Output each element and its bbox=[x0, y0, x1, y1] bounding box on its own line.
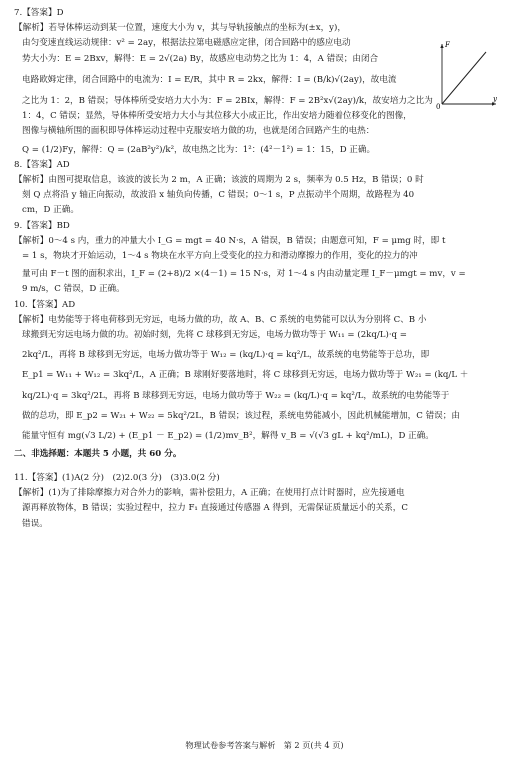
q7-analysis-line-2: 由匀变速直线运动规律：v² = 2ay，根据法拉第电磁感应定律，闭合回路中的感应电动 bbox=[22, 38, 351, 49]
q10-answer: 10.【答案】AD bbox=[14, 299, 76, 310]
q7-analysis-line-3: 势大小为：E = 2Bxv，解得：E = 2√(2a) By，故感应电动势之比为 1：4，A 错误；由闭合 bbox=[22, 53, 379, 64]
graph-origin-label: 0 bbox=[436, 103, 441, 110]
section-2-heading: 二、非选择题：本题共 5 小题，共 60 分。 bbox=[14, 449, 182, 460]
q7-answer: 7.【答案】D bbox=[14, 8, 64, 18]
q8-analysis-line-2: 刻 Q 点将沿 y 轴正向振动，故波沿 x 轴负向传播，C 错误；0～1 s，P 点振动半个周期，故路程为 40 bbox=[22, 190, 415, 201]
question-9 bbox=[8, 219, 522, 298]
q7-analysis-line-7: 图像与横轴所围的面积即导体棒运动过程中克服安培力做的功，也就是闭合回路产生的电热： bbox=[22, 126, 375, 137]
graph-line bbox=[442, 52, 486, 104]
q9-analysis-line-3: 量可由 F－t 图的面积求出，I_F = (2+8)/2 ×(4－1) = 15 N·s，对 1～4 s 内由动量定理 I_F－μmgt = mv，v = bbox=[22, 269, 466, 280]
q10-analysis-line-4: E_p1 = W₁₁ + W₁₂ = 3kq²/L，A 正确；B 球刚好要落地时，将 C 球移到无穷远，电场力做功等于 W₂₁ = (kq/L ＋ bbox=[22, 370, 469, 381]
q10-analysis-line-5: kq/2L)·q = 3kq²/2L，再将 B 球移到无穷远，电场力做功等于 W₂₂ = (kq/L)·q = kq²/L，故系统的电势能等于 bbox=[22, 390, 450, 401]
q8-answer: 8.【答案】AD bbox=[14, 159, 70, 170]
q7-analysis-line-6: 1：4，C 错误；显然，导体棒所受安培力大小与其位移大小成正比，作出安培力随着位移变化的图像， bbox=[22, 111, 412, 122]
q8-analysis-line-3: cm，D 正确。 bbox=[22, 205, 79, 216]
q11-analysis-line-1: 【解析】(1)为了排除摩擦力对合外力的影响，需补偿阻力，A 正确；在使用打点计时器时，应先接通电 bbox=[14, 488, 405, 499]
force-displacement-graph bbox=[434, 38, 500, 110]
q10-analysis-line-1: 【解析】电势能等于将电荷移到无穷远，电场力做的功，故 A、B、C 系统的电势能可以认为分别将 C、B 小 bbox=[14, 314, 427, 325]
question-8 bbox=[8, 158, 522, 219]
q11-answer: 11.【答案】(1)A(2 分) (2)2.0(3 分) (3)3.0(2 分) bbox=[14, 473, 220, 484]
q9-analysis-line-2: = 1 s，物块才开始运动，1～4 s 物块在水平方向上受变化的拉力和滑动摩擦力的作用，变化的拉力的冲 bbox=[22, 251, 418, 262]
q10-analysis-line-3: 2kq²/L，再将 B 球移到无穷远，电场力做功等于 W₁₂ = (kq/L)·q = kq²/L，故系统的电势能等于总功，即 bbox=[22, 350, 430, 361]
q8-analysis-line-1: 【解析】由图可提取信息，该波的波长为 2 m，A 正确；该波的周期为 2 s，频率为 0.5 Hz，B 错误；0 时 bbox=[14, 175, 424, 186]
q7-analysis-line-4: 电路欧姆定律，闭合回路中的电流为：I = E/R，其中 R = 2kx，解得：I = (B/k)√(2ay)，故电流 bbox=[22, 74, 397, 85]
q7-analysis-line-1: 【解析】若导体棒运动到某一位置，速度大小为 v，其与导轨接触点的坐标为(±x，y)， bbox=[14, 23, 346, 34]
q9-answer: 9.【答案】BD bbox=[14, 220, 70, 231]
q9-analysis-line-4: 9 m/s，C 错误，D 正确。 bbox=[22, 284, 125, 295]
q10-analysis-line-6: 做的总功，即 E_p2 = W₂₁ + W₂₂ = 5kq²/2L，B 错误；该过程，系统电势能减小，因此机械能增加，C 错误；由 bbox=[22, 410, 460, 421]
question-10 bbox=[8, 298, 522, 445]
graph-y-label: F bbox=[445, 41, 450, 49]
q7-analysis-line-5: 之比为 1：2，B 错误；导体棒所受安培力大小为：F = 2BIx，解得：F = 2B²x√(2ay)/k，故安培力之比为 bbox=[22, 96, 433, 107]
q10-analysis-line-2: 球搬到无穷远电场力做的功。初始时刻，先将 C 球移到无穷远，电场力做功等于 W₁₁ = (2kq/L)·q = bbox=[22, 330, 407, 341]
page-footer: 物理试卷参考答案与解析 第 2 页(共 4 页) bbox=[185, 740, 344, 750]
q10-analysis-line-7: 能量守恒有 mg(√3 L/2) + (E_p1 － E_p2) = (1/2)mv_B²，解得 v_B = √(√3 gL + kq²/mL)，D 正确。 bbox=[22, 431, 434, 442]
q11-analysis-line-2: 源再释放物体，B 错误；实验过程中，拉力 F₁ 直接通过传感器 A 得到，无需保证质量远小的关系，C bbox=[22, 503, 408, 514]
graph-y-arrow bbox=[440, 44, 443, 48]
q7-analysis-line-8: Q = (1/2)Fy，解得：Q = (2aB²y²)/k²，故电热之比为：1²：(4²－1²) = 1：15，D 正确。 bbox=[22, 144, 376, 155]
graph-x-label: y bbox=[493, 95, 497, 103]
q9-analysis-line-1: 【解析】0～4 s 内，重力的冲量大小 I_G = mgt = 40 N·s，A 错误，B 错误；由题意可知，F = μmg 时，即 t bbox=[14, 235, 446, 246]
question-11 bbox=[8, 471, 522, 532]
answer-page bbox=[8, 6, 522, 754]
q11-analysis-line-3: 错误。 bbox=[22, 518, 48, 529]
